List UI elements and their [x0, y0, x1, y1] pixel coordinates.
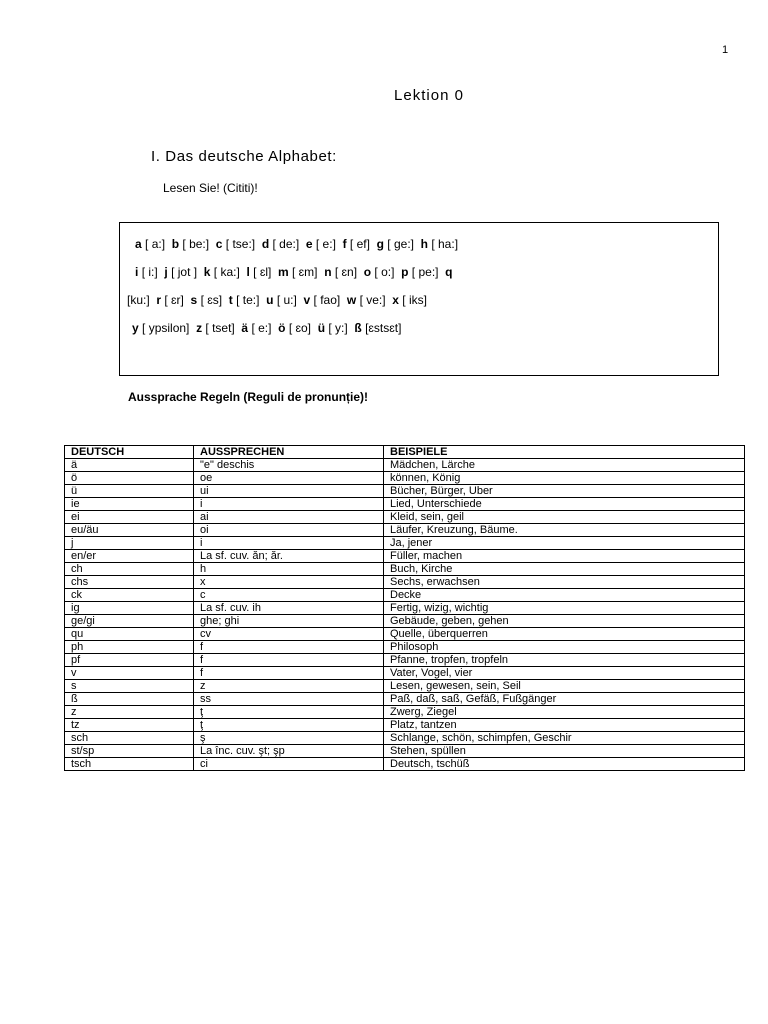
table-row	[65, 706, 745, 719]
table-row	[65, 667, 745, 680]
alphabet-pronunciation: [ tse:]	[225, 237, 256, 251]
cell-aussprechen: ţ	[194, 719, 384, 732]
table-row	[65, 472, 745, 485]
alphabet-pronunciation: [ e:]	[315, 237, 336, 251]
cell-deutsch: z	[65, 706, 194, 719]
alphabet-pronunciation: [ a:]	[145, 237, 166, 251]
alphabet-pronunciation: [ de:]	[272, 237, 300, 251]
cell-deutsch: j	[65, 537, 194, 550]
cell-deutsch: s	[65, 680, 194, 693]
cell-deutsch: pf	[65, 654, 194, 667]
table-header-row	[65, 446, 745, 459]
cell-deutsch: tz	[65, 719, 194, 732]
cell-aussprechen: f	[194, 654, 384, 667]
cell-deutsch: ß	[65, 693, 194, 706]
cell-deutsch: ck	[65, 589, 194, 602]
cell-aussprechen: ui	[194, 485, 384, 498]
cell-aussprechen: ci	[194, 758, 384, 771]
alphabet-pronunciation: [ ef]	[349, 237, 370, 251]
alphabet-letter: f	[342, 237, 347, 251]
cell-beispiele: Läufer, Kreuzung, Bäume.	[384, 524, 745, 537]
cell-aussprechen: h	[194, 563, 384, 576]
cell-beispiele: Vater, Vogel, vier	[384, 667, 745, 680]
cell-beispiele: Gebäude, geben, gehen	[384, 615, 745, 628]
table-row	[65, 563, 745, 576]
alphabet-letter: ä	[241, 321, 249, 335]
cell-aussprechen: oe	[194, 472, 384, 485]
cell-deutsch: st/sp	[65, 745, 194, 758]
alphabet-letter: i	[135, 265, 139, 279]
alphabet-pronunciation: [ ɛr]	[164, 293, 184, 307]
alphabet-letter: v	[303, 293, 311, 307]
cell-aussprechen: i	[194, 498, 384, 511]
cell-beispiele: Mädchen, Lärche	[384, 459, 745, 472]
alphabet-pronunciation: [ iks]	[402, 293, 427, 307]
cell-aussprechen: La înc. cuv. şt; şp	[194, 745, 384, 758]
cell-deutsch: ö	[65, 472, 194, 485]
table-row	[65, 654, 745, 667]
cell-deutsch: ig	[65, 602, 194, 615]
cell-beispiele: Lied, Unterschiede	[384, 498, 745, 511]
alphabet-pronunciation: [ jot ]	[171, 265, 198, 279]
cell-beispiele: Deutsch, tschüß	[384, 758, 745, 771]
alphabet-line	[132, 321, 408, 335]
alphabet-letter: n	[324, 265, 332, 279]
table-row	[65, 628, 745, 641]
alphabet-letter: o	[363, 265, 372, 279]
cell-aussprechen: c	[194, 589, 384, 602]
alphabet-pronunciation: [ ha:]	[431, 237, 459, 251]
cell-deutsch: sch	[65, 732, 194, 745]
cell-aussprechen: x	[194, 576, 384, 589]
alphabet-pronunciation: [ɛstsɛt]	[365, 321, 402, 335]
cell-aussprechen: oi	[194, 524, 384, 537]
cell-deutsch: ie	[65, 498, 194, 511]
alphabet-letter: ß	[354, 321, 362, 335]
alphabet-pronunciation: [ tset]	[205, 321, 235, 335]
cell-aussprechen: f	[194, 641, 384, 654]
alphabet-letter: u	[266, 293, 274, 307]
alphabet-pronunciation: [ ɛm]	[292, 265, 318, 279]
table-row	[65, 615, 745, 628]
cell-beispiele: Zwerg, Ziegel	[384, 706, 745, 719]
alphabet-letter: r	[156, 293, 162, 307]
column-header-aussprechen: AUSSPRECHEN	[194, 446, 384, 459]
cell-aussprechen: "e" deschis	[194, 459, 384, 472]
alphabet-pronunciation: [ ge:]	[387, 237, 414, 251]
alphabet-pronunciation: [ o:]	[374, 265, 395, 279]
cell-deutsch: eu/äu	[65, 524, 194, 537]
alphabet-pronunciation: [ ɛs]	[200, 293, 223, 307]
cell-deutsch: tsch	[65, 758, 194, 771]
alphabet-pronunciation: [ ypsilon]	[142, 321, 190, 335]
table-row	[65, 745, 745, 758]
page-number: 1	[722, 44, 729, 56]
cell-beispiele: Paß, daß, saß, Gefäß, Fußgänger	[384, 693, 745, 706]
table-row	[65, 680, 745, 693]
alphabet-pronunciation: [ e:]	[251, 321, 272, 335]
cell-beispiele: Bücher, Bürger, Uber	[384, 485, 745, 498]
cell-deutsch: ph	[65, 641, 194, 654]
alphabet-pronunciation: [ te:]	[236, 293, 260, 307]
cell-beispiele: Lesen, gewesen, sein, Seil	[384, 680, 745, 693]
table-row	[65, 485, 745, 498]
alphabet-box	[119, 222, 719, 376]
alphabet-line	[135, 237, 465, 251]
alphabet-letter: z	[196, 321, 203, 335]
table-row	[65, 641, 745, 654]
column-header-deutsch: DEUTSCH	[65, 446, 194, 459]
alphabet-pronunciation: [ y:]	[328, 321, 348, 335]
alphabet-pronunciation: [ pe:]	[411, 265, 439, 279]
cell-aussprechen: f	[194, 667, 384, 680]
table-row	[65, 576, 745, 589]
table-row	[65, 719, 745, 732]
table-row	[65, 758, 745, 771]
cell-beispiele: Sechs, erwachsen	[384, 576, 745, 589]
column-header-beispiele: BEISPIELE	[384, 446, 745, 459]
cell-aussprechen: ş	[194, 732, 384, 745]
alphabet-letter: l	[246, 265, 250, 279]
alphabet-letter: w	[346, 293, 357, 307]
instruction-text: Lesen Sie! (Cititi)!	[163, 181, 258, 195]
lesson-title: Lektion 0	[394, 87, 464, 104]
alphabet-pronunciation: [ ve:]	[359, 293, 386, 307]
alphabet-pronunciation: [ ɛn]	[334, 265, 358, 279]
table-row	[65, 511, 745, 524]
table-row	[65, 602, 745, 615]
cell-aussprechen: ghe; ghi	[194, 615, 384, 628]
cell-beispiele: Ja, jener	[384, 537, 745, 550]
alphabet-letter: p	[401, 265, 409, 279]
cell-beispiele: können, König	[384, 472, 745, 485]
table-row	[65, 459, 745, 472]
table-row	[65, 498, 745, 511]
cell-aussprechen: ai	[194, 511, 384, 524]
cell-deutsch: ei	[65, 511, 194, 524]
section-heading: I. Das deutsche Alphabet:	[151, 148, 337, 165]
cell-aussprechen: i	[194, 537, 384, 550]
alphabet-pronunciation: [ be:]	[182, 237, 210, 251]
table-row	[65, 693, 745, 706]
alphabet-letter: d	[261, 237, 270, 251]
cell-aussprechen: ss	[194, 693, 384, 706]
cell-deutsch: qu	[65, 628, 194, 641]
alphabet-letter: q	[445, 265, 453, 279]
alphabet-letter: g	[376, 237, 384, 251]
alphabet-pronunciation: [ ɛl]	[253, 265, 272, 279]
cell-aussprechen: ţ	[194, 706, 384, 719]
alphabet-letter: e	[305, 237, 313, 251]
cell-beispiele: Stehen, spüllen	[384, 745, 745, 758]
alphabet-letter: ü	[317, 321, 326, 335]
alphabet-pronunciation: [ku:]	[127, 293, 150, 307]
alphabet-letter: h	[420, 237, 428, 251]
cell-deutsch: ge/gi	[65, 615, 194, 628]
cell-beispiele: Pfanne, tropfen, tropfeln	[384, 654, 745, 667]
cell-beispiele: Schlange, schön, schimpfen, Geschir	[384, 732, 745, 745]
cell-aussprechen: cv	[194, 628, 384, 641]
alphabet-pronunciation: [ ɛo]	[288, 321, 312, 335]
cell-aussprechen: La sf. cuv. ăn; ăr.	[194, 550, 384, 563]
cell-deutsch: v	[65, 667, 194, 680]
pronunciation-table	[64, 445, 745, 771]
alphabet-letter: s	[190, 293, 198, 307]
cell-beispiele: Decke	[384, 589, 745, 602]
cell-aussprechen: z	[194, 680, 384, 693]
alphabet-letter: t	[228, 293, 233, 307]
cell-beispiele: Platz, tantzen	[384, 719, 745, 732]
cell-beispiele: Philosoph	[384, 641, 745, 654]
cell-deutsch: ch	[65, 563, 194, 576]
alphabet-letter: m	[278, 265, 289, 279]
alphabet-pronunciation: [ fao]	[313, 293, 341, 307]
alphabet-letter: j	[164, 265, 168, 279]
rules-heading: Aussprache Regeln (Reguli de pronunție)!	[128, 390, 369, 404]
table-row	[65, 589, 745, 602]
alphabet-letter: ö	[278, 321, 286, 335]
cell-beispiele: Kleid, sein, geil	[384, 511, 745, 524]
alphabet-letter: c	[215, 237, 223, 251]
cell-beispiele: Füller, machen	[384, 550, 745, 563]
alphabet-line	[127, 293, 434, 307]
alphabet-letter: y	[132, 321, 139, 335]
alphabet-letter: k	[203, 265, 211, 279]
cell-deutsch: en/er	[65, 550, 194, 563]
cell-beispiele: Buch, Kirche	[384, 563, 745, 576]
alphabet-pronunciation: [ i:]	[141, 265, 158, 279]
cell-deutsch: ä	[65, 459, 194, 472]
alphabet-letter: b	[171, 237, 180, 251]
alphabet-pronunciation: [ u:]	[276, 293, 297, 307]
table-row	[65, 524, 745, 537]
cell-beispiele: Fertig, wizig, wichtig	[384, 602, 745, 615]
alphabet-letter: x	[392, 293, 399, 307]
table-row	[65, 550, 745, 563]
alphabet-letter: a	[135, 237, 142, 251]
alphabet-pronunciation: [ ka:]	[213, 265, 240, 279]
table-row	[65, 732, 745, 745]
cell-deutsch: chs	[65, 576, 194, 589]
cell-deutsch: ü	[65, 485, 194, 498]
alphabet-line	[135, 265, 453, 279]
cell-beispiele: Quelle, überquerren	[384, 628, 745, 641]
table-row	[65, 537, 745, 550]
cell-aussprechen: La sf. cuv. ih	[194, 602, 384, 615]
